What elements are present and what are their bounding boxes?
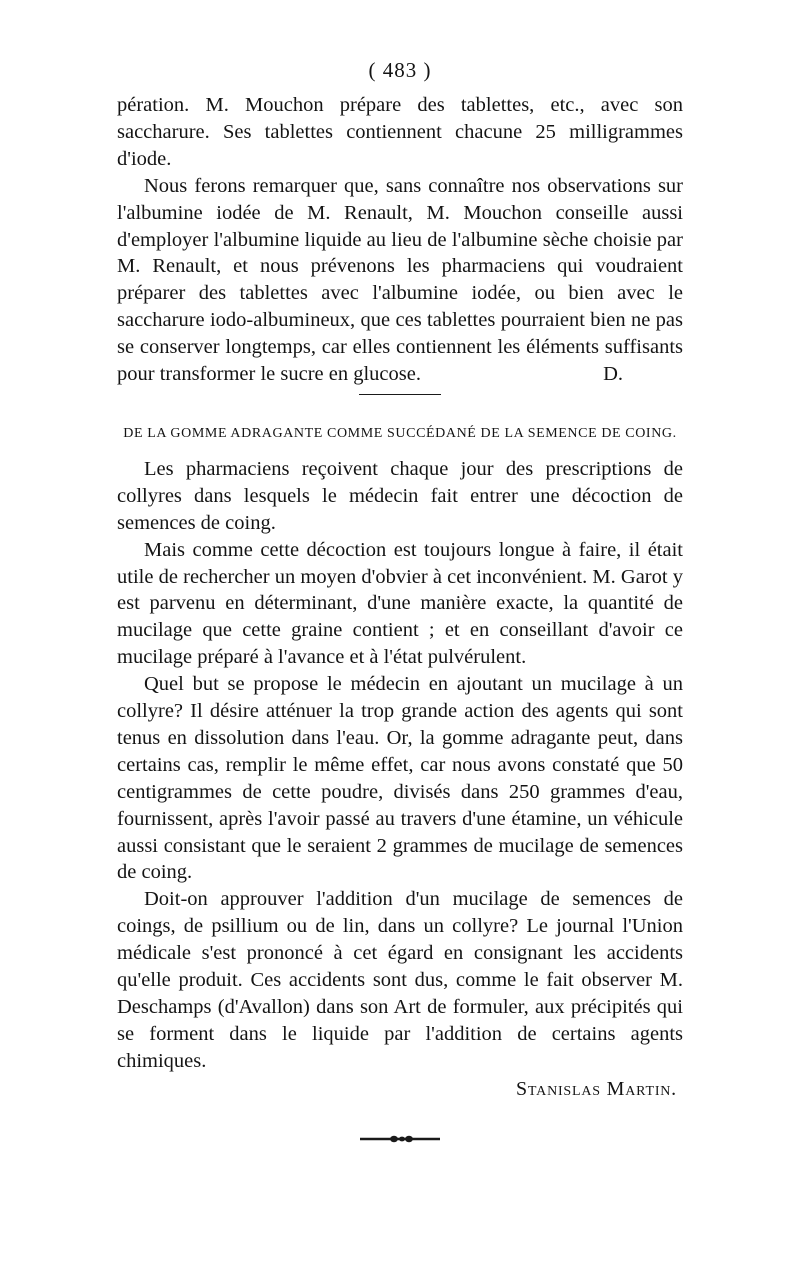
section-divider — [359, 394, 441, 395]
page-number: ( 483 ) — [368, 58, 432, 82]
paragraph-gomme-adragante: Quel but se propose le médecin en ajoutant un mucilage à un collyre? Il désire atténuer la trop grande action des agents qui sont tenus en dissolution dans l'eau. Or, la gomme adragante peut, dans certains cas, remplir le même effet, car nous avons constaté que 50 centigrammes de cette poudre, divisés dans 250 grammes d'eau, fournissent, après l'avoir passé au travers d'une étamine, un véhicule aussi consistant que le seraient 2 grammes de mucilage de semences de coing. — [117, 673, 683, 884]
paragraph-continuation: pération. M. Mouchon prépare des tablettes, etc., avec son saccharure. Ses tablettes contiennent chacune 25 milligrammes d'iode. — [117, 94, 683, 170]
paragraph-garot: Mais comme cette décoction est toujours longue à faire, il était utile de rechercher un moyen d'obvier à cet inconvénient. M. Garot y est parvenu en déterminant, d'une manière exacte, la quantité de mucilage que cette graine contient ; et en conseillant d'avoir ce mucilage préparé à l'avance et à l'état pulvérulent. — [117, 538, 683, 669]
ornament-dot-left — [390, 1135, 398, 1141]
ornament-dot-center — [399, 1136, 405, 1141]
paragraph-albumine-note — [117, 173, 683, 388]
end-ornament — [360, 1133, 440, 1145]
section-title: DE LA GOMME ADRAGANTE COMME SUCCÉDANÉ DE LA SEMENCE DE COING. — [123, 425, 677, 441]
author-signature: Stanislas Martin. — [516, 1077, 677, 1100]
ornament-dot-right — [405, 1135, 413, 1141]
text-body — [117, 92, 683, 1145]
paragraph-union-medicale: Doit-on approuver l'addition d'un mucilage de semences de coings, de psillium ou de lin, dans un collyre? Le journal l'Union médicale s'est prononcé à cet égard en consignant les accidents qu'elle produit. Ces accidents sont dus, comme le fait observer M. Deschamps (d'Avallon) dans son Art de formuler, aux précipités qui se forment dans le liquide par l'addition de certains agents chimiques. — [117, 888, 683, 1072]
paragraph-albumine-text: Nous ferons remarquer que, sans connaître nos observations sur l'albumine iodée de M. Renault, M. Mouchon conseille aussi d'employer l'albumine liquide au lieu de l'albumine sèche choisie par M. Renault, et nous prévenons les pharmaciens qui voudraient préparer des tablettes avec l'albumine iodée, ou bien avec le saccharure iodo-albumineux, que ces tablettes pourraient bien ne pas se conserver longtemps, car elles contiennent les éléments suffisants pour transformer le sucre en glucose. — [117, 174, 683, 386]
paragraph-collyres: Les pharmaciens reçoivent chaque jour des prescriptions de collyres dans lesquels le médecin fait entrer une décoction de semences de coing. — [117, 457, 683, 534]
initial-signature: D. — [603, 363, 623, 386]
